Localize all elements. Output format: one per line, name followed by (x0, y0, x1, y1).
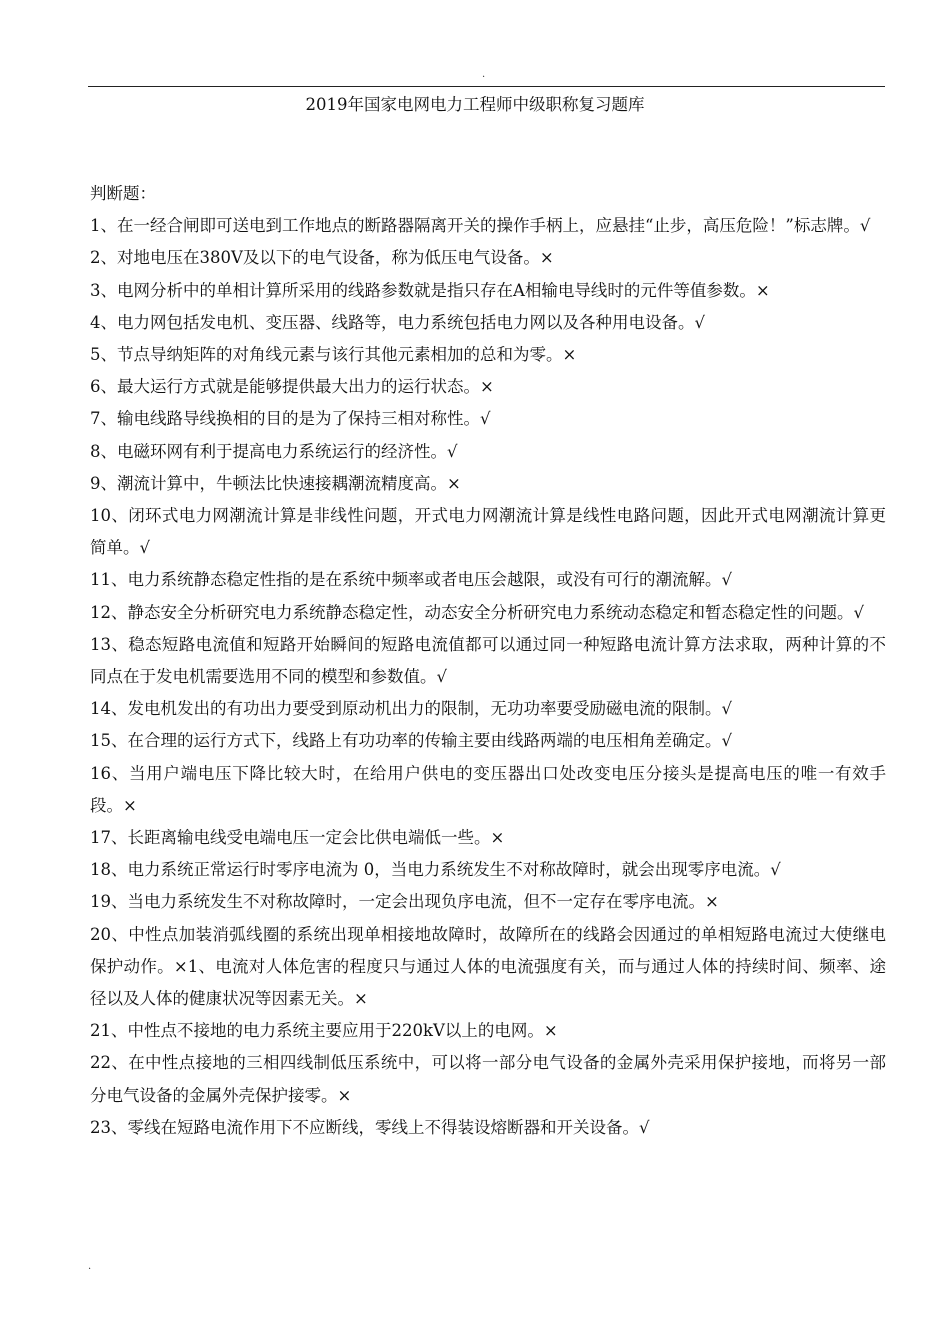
question-item: 23、零线在短路电流作用下不应断线，零线上不得装设熔断器和开关设备。√ (90, 1117, 650, 1137)
question-item: 4、电力网包括发电机、变压器、线路等，电力系统包括电力网以及各种用电设备。√ (90, 312, 706, 332)
question-item: 14、发电机发出的有功出力要受到原动机出力的限制，无功功率要受励磁电流的限制。√ (90, 699, 733, 719)
page-title: 2019年国家电网电力工程师中级职称复习题库 (305, 95, 645, 114)
question-item: 16、当用户端电压下降比较大时，在给用户供电的变压器出口处改变电压分接头是提高电压的唯一有效手段。× (90, 763, 886, 815)
question-item: 19、当电力系统发生不对称故障时，一定会出现负序电流，但不一定存在零序电流。× (90, 892, 719, 912)
question-item: 20、中性点加装消弧线圈的系统出现单相接地故障时，故障所在的线路会因通过的单相短路电流过大使继电保护动作。×1、电流对人体危害的程度只与通过人体的电流强度有关，而与通过人体的持续时间、频率、途径以及人体的健康状况等因素无关。× (90, 924, 886, 1009)
question-item: 22、在中性点接地的三相四线制低压系统中，可以将一部分电气设备的金属外壳采用保护接地，而将另一部分电气设备的金属外壳保护接零。× (90, 1053, 886, 1105)
question-item: 21、中性点不接地的电力系统主要应用于220kV以上的电网。× (90, 1021, 558, 1041)
document-body (90, 178, 886, 1144)
header-dot: . (482, 69, 486, 80)
question-item: 13、稳态短路电流值和短路开始瞬间的短路电流值都可以通过同一种短路电流计算方法求取，两种计算的不同点在于发电机需要选用不同的模型和参数值。√ (90, 634, 886, 687)
question-item: 10、闭环式电力网潮流计算是非线性问题，开式电力网潮流计算是线性电路问题，因此开式电网潮流计算更简单。√ (90, 506, 886, 558)
question-item: 8、电磁环网有利于提高电力系统运行的经济性。√ (90, 441, 458, 461)
question-item: 2、对地电压在380V及以下的电气设备，称为低压电气设备。× (90, 248, 554, 268)
question-item: 5、节点导纳矩阵的对角线元素与该行其他元素相加的总和为零。× (90, 345, 577, 365)
question-item: 17、长距离输电线受电端电压一定会比供电端低一些。× (90, 828, 505, 848)
section-heading: 判断题： (90, 184, 156, 203)
question-item: 9、潮流计算中，牛顿法比快速接耦潮流精度高。× (90, 473, 461, 493)
question-item: 11、电力系统静态稳定性指的是在系统中频率或者电压会越限，或没有可行的潮流解。√ (90, 570, 733, 590)
question-item: 1、在一经合闸即可送电到工作地点的断路器隔离开关的操作手柄上，应悬挂“止步，高压危险！”标志牌。√ (90, 216, 871, 236)
question-item: 12、静态安全分析研究电力系统静态稳定性，动态安全分析研究电力系统动态稳定和暂态稳定性的问题。√ (90, 602, 865, 622)
header-rule (88, 86, 885, 87)
footer-dot: . (88, 1261, 92, 1272)
question-item: 15、在合理的运行方式下，线路上有功功率的传输主要由线路两端的电压相角差确定。√ (90, 731, 733, 751)
question-item: 3、电网分析中的单相计算所采用的线路参数就是指只存在A相输电导线时的元件等值参数。× (90, 280, 770, 300)
question-item: 6、最大运行方式就是能够提供最大出力的运行状态。× (90, 377, 494, 397)
question-item: 7、输电线路导线换相的目的是为了保持三相对称性。√ (90, 409, 491, 429)
question-item: 18、电力系统正常运行时零序电流为 0，当电力系统发生不对称故障时，就会出现零序电流。√ (90, 860, 781, 880)
